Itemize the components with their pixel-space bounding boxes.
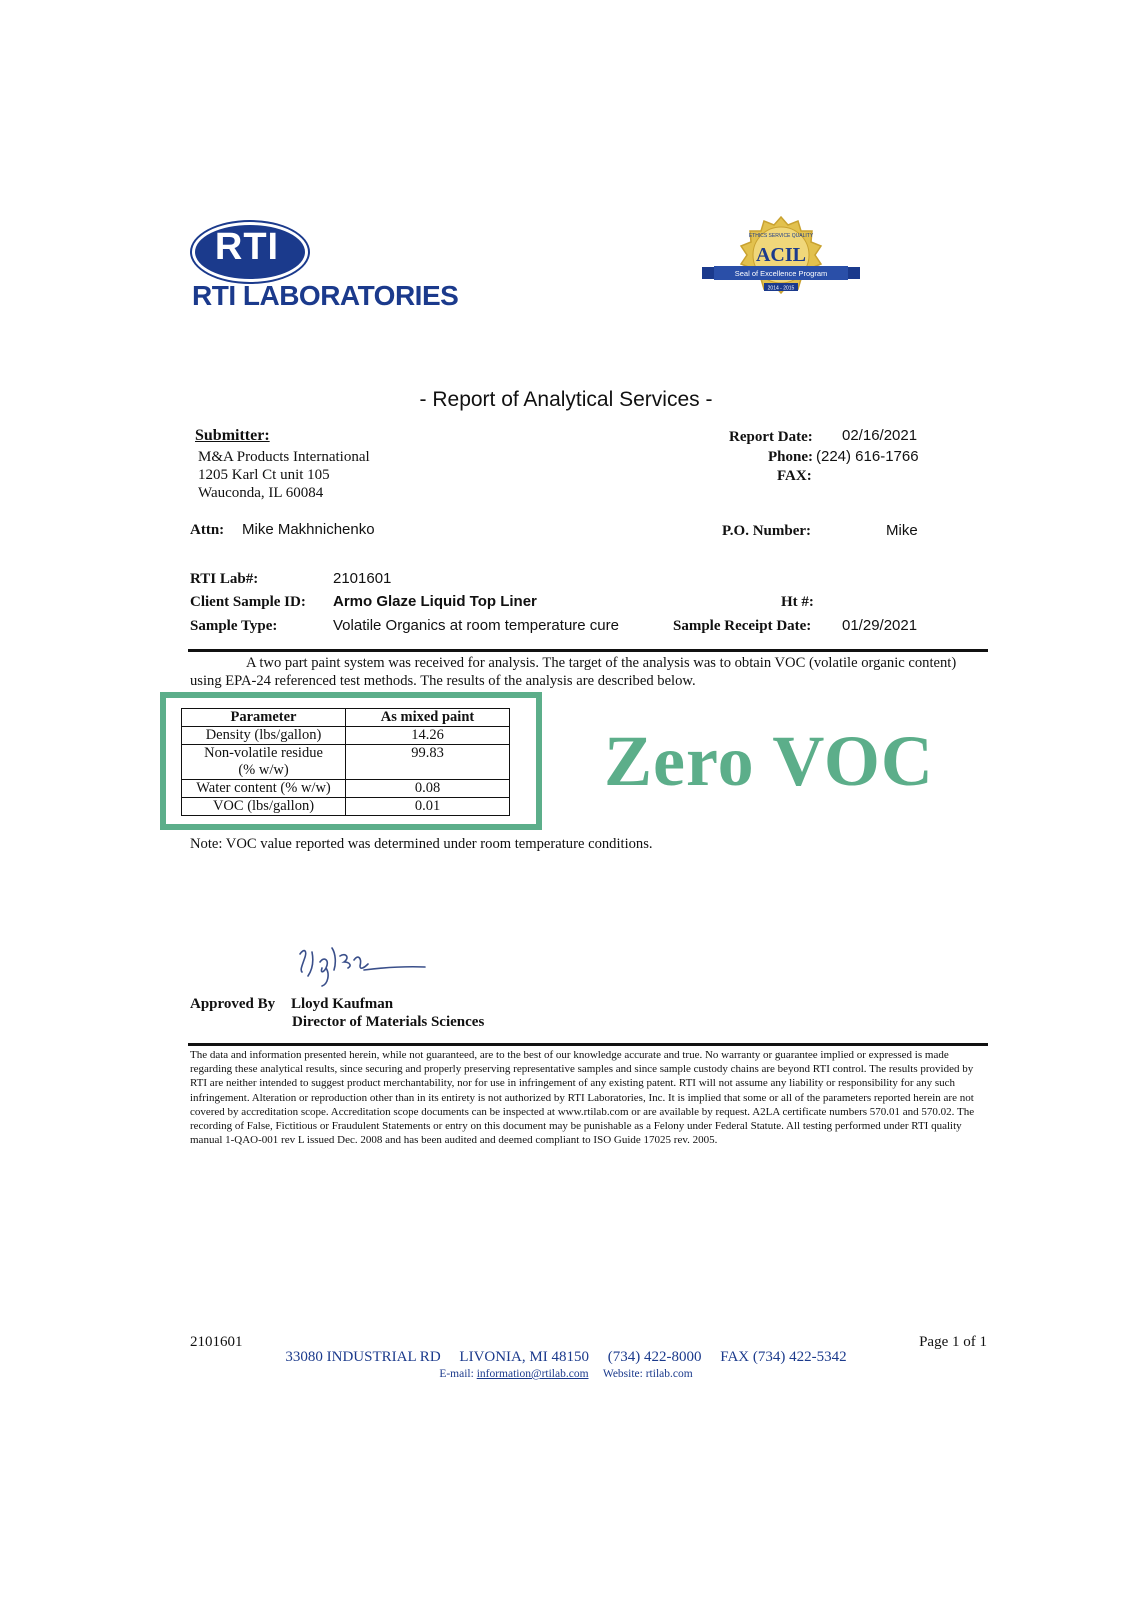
- fax-label: FAX:: [777, 468, 812, 484]
- po-number-label: P.O. Number:: [722, 523, 812, 539]
- footer-phone: (734) 422-8000: [607, 1349, 702, 1365]
- parameter-line-2: (% w/w): [238, 762, 289, 778]
- table-row: [182, 780, 510, 798]
- attn-value: Mike Makhnichenko: [242, 521, 375, 538]
- submitter-line-2: 1205 Karl Ct unit 105: [198, 467, 330, 483]
- rti-logo: [192, 222, 459, 312]
- table-header-row: [182, 709, 510, 727]
- acil-seal-years: 2014 - 2015: [767, 285, 795, 292]
- disclaimer-paragraph: The data and information presented herein, while not guaranteed, are to the best of our knowledge accurate and true. No warranty or guarantee implied or expressed is made regarding these analytical results, since securing and properly preserving representative samples and since sample custody chains are beyond RTI control. The results provided by RTI are neither intended to suggest product merchantability, nor for use in infringement of any existing patent. RTI will not assume any liability or responsibility for any such infringement. Alteration or reproduction other than in its entirety is not authorized by RTI Laboratories, Inc. It is implied that some or all of the parameters reported herein are not covered by accreditation scope. Accreditation scope documents can be inspected at www.rtilab.com or are available by request. A2LA certificate numbers 570.01 and 570.02. The recording of False, Fictitious or Fraudulent Statements or entry on this document may be punishable as a Felony under Federal Statute. All testing performed under RTI quality manual 1-QAO-001 rev L issued Dec. 2008 and has been audited and deemed compliant to ISO Guide 17025 rev. 2005.: [190, 1049, 975, 1147]
- parameter-cell: Density (lbs/gallon): [182, 727, 346, 745]
- rti-logo-wordmark: RTI LABORATORIES: [192, 280, 459, 311]
- disclaimer-divider: [188, 1043, 988, 1046]
- sample-type-label: Sample Type:: [190, 618, 278, 634]
- footer-email-link[interactable]: information@rtilab.com: [476, 1368, 589, 1380]
- footer-city: LIVONIA, MI 48150: [459, 1349, 589, 1365]
- parameter-cell: Water content (% w/w): [182, 780, 346, 798]
- table-row: [182, 798, 510, 816]
- rti-lab-number-label: RTI Lab#:: [190, 571, 259, 587]
- attn-label: Attn:: [190, 522, 225, 538]
- value-cell: 0.01: [346, 798, 510, 816]
- column-header: As mixed paint: [346, 709, 510, 727]
- report-title: - Report of Analytical Services -: [419, 388, 713, 411]
- value-cell: 99.83: [346, 745, 510, 780]
- client-sample-id-label: Client Sample ID:: [190, 594, 306, 610]
- section-divider: [188, 649, 988, 652]
- footer-address: 33080 INDUSTRIAL RD: [285, 1349, 441, 1365]
- submitter-line-1: M&A Products International: [198, 449, 370, 465]
- footer-email-label: E-mail:: [439, 1368, 474, 1380]
- table-row: [182, 745, 510, 780]
- column-header: Parameter: [182, 709, 346, 727]
- sample-receipt-date-value: 01/29/2021: [842, 617, 918, 634]
- ht-number-label: Ht #:: [781, 594, 814, 610]
- acil-seal-ribbon-text: Seal of Excellence Program: [734, 269, 828, 278]
- value-cell: 0.08: [346, 780, 510, 798]
- rti-logo-oval-text: RTI: [214, 226, 280, 268]
- report-date-label: Report Date:: [729, 429, 813, 445]
- parameter-cell: [182, 745, 346, 780]
- client-sample-id-value: Armo Glaze Liquid Top Liner: [333, 593, 537, 610]
- footer-doc-number: 2101601: [190, 1334, 243, 1350]
- approver-position: Director of Materials Sciences: [292, 1014, 485, 1030]
- submitter-label: Submitter:: [195, 427, 270, 444]
- po-number-value: Mike: [886, 522, 918, 539]
- footer-contact-line: [0, 1349, 1132, 1366]
- phone-label: Phone:: [768, 449, 813, 465]
- submitter-line-3: Wauconda, IL 60084: [198, 485, 324, 501]
- approved-by-label: Approved By: [190, 996, 276, 1012]
- footer-web-line: [0, 1368, 1132, 1380]
- sample-receipt-date-label: Sample Receipt Date:: [673, 618, 812, 634]
- phone-value: (224) 616-1766: [816, 448, 919, 465]
- intro-paragraph: A two part paint system was received for analysis. The target of the analysis was to obtain VOC (volatile organic content) using EPA-24 referenced test methods. The results of the analysis are described below.: [190, 655, 957, 689]
- zero-voc-callout: Zero VOC: [604, 721, 934, 801]
- approver-name: Lloyd Kaufman: [291, 996, 394, 1012]
- report-date-value: 02/16/2021: [842, 427, 918, 444]
- rti-lab-number-value: 2101601: [333, 570, 392, 587]
- signature-icon: [290, 940, 440, 990]
- sample-type-value: Volatile Organics at room temperature cure: [333, 617, 619, 634]
- footer-website: Website: rtilab.com: [602, 1368, 693, 1380]
- acil-seal-top-words: ETHICS SERVICE QUALITY: [748, 233, 814, 239]
- table-row: [182, 727, 510, 745]
- acil-seal-icon: [702, 215, 860, 315]
- value-cell: 14.26: [346, 727, 510, 745]
- footer-fax: FAX (734) 422-5342: [720, 1349, 847, 1365]
- parameter-cell: VOC (lbs/gallon): [182, 798, 346, 816]
- results-table: [181, 708, 510, 816]
- footer-page-number: Page 1 of 1: [919, 1334, 987, 1350]
- acil-seal-name: ACIL: [755, 244, 807, 266]
- voc-note: Note: VOC value reported was determined under room temperature conditions.: [190, 836, 653, 852]
- parameter-line-1: Non-volatile residue: [204, 745, 323, 761]
